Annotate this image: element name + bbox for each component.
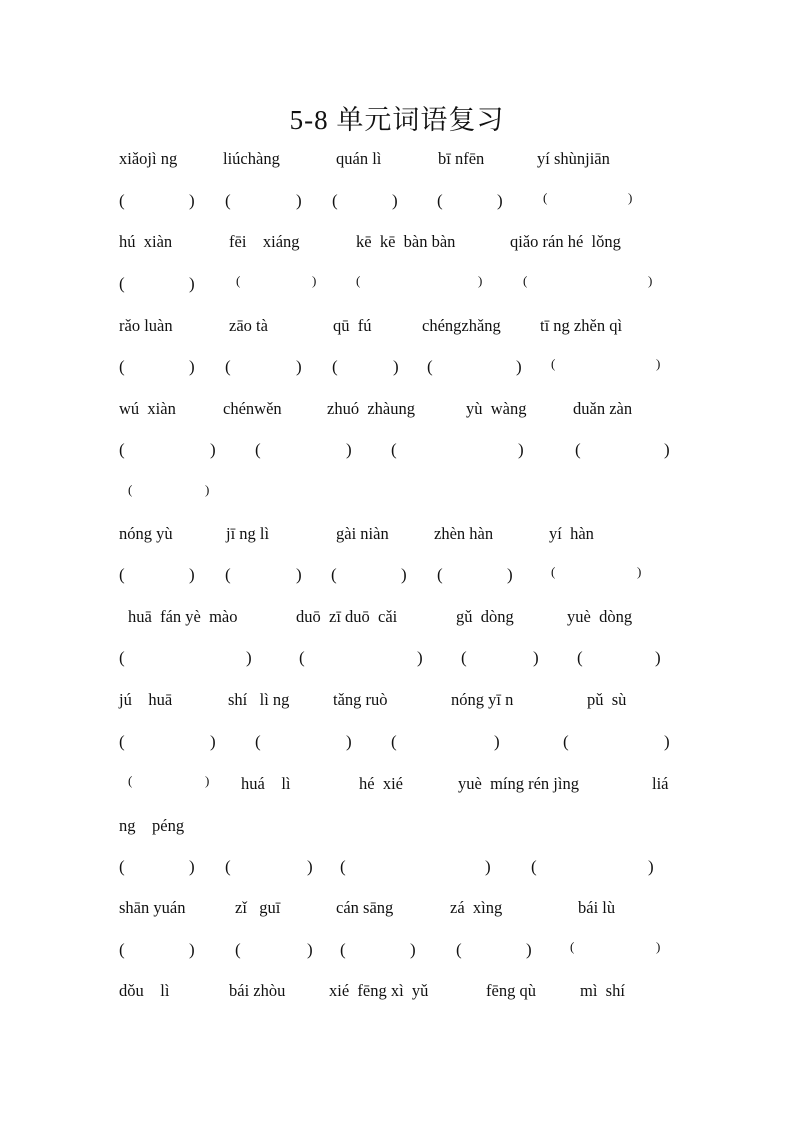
close-bracket: ) [628, 190, 633, 205]
close-bracket: ) [189, 565, 195, 584]
close-bracket: ) [210, 732, 216, 751]
pinyin-word: tǎng ruò [333, 690, 388, 709]
pinyin-word: qū fú [333, 316, 372, 335]
open-bracket: ( [570, 939, 575, 954]
pinyin-word: xié fēng xì yǔ [329, 981, 429, 1000]
close-bracket: ) [648, 857, 654, 876]
pinyin-word: rǎo luàn [119, 316, 173, 335]
close-bracket: ) [393, 357, 399, 376]
open-bracket: ( [225, 191, 231, 210]
close-bracket: ) [417, 648, 423, 667]
open-bracket: ( [119, 732, 125, 751]
pinyin-word: duō zī duō cǎi [296, 607, 398, 626]
pinyin-word: mì shí [580, 981, 625, 1000]
open-bracket: ( [437, 191, 443, 210]
pinyin-word: zhuó zhàung [327, 399, 415, 418]
pinyin-word: huā fán yè mào [128, 607, 238, 626]
pinyin-word: yuè míng rén jìng [458, 774, 579, 793]
open-bracket: ( [391, 732, 397, 751]
close-bracket: ) [507, 565, 513, 584]
open-bracket: ( [456, 940, 462, 959]
pinyin-word: gǔ dòng [456, 607, 514, 626]
pinyin-word: shí lì ng [228, 690, 290, 709]
close-bracket: ) [189, 274, 195, 293]
pinyin-word: jī ng lì [226, 524, 270, 543]
open-bracket: ( [119, 440, 125, 459]
pinyin-word: kē kē bàn bàn [356, 232, 456, 251]
close-bracket: ) [533, 648, 539, 667]
close-bracket: ) [664, 732, 670, 751]
open-bracket: ( [551, 356, 556, 371]
open-bracket: ( [356, 273, 361, 288]
close-bracket: ) [189, 357, 195, 376]
close-bracket: ) [648, 273, 653, 288]
pinyin-word: nóng yī n [451, 690, 514, 709]
open-bracket: ( [225, 357, 231, 376]
pinyin-word: zá xìng [450, 898, 503, 917]
pinyin-word: gài niàn [336, 524, 389, 543]
close-bracket: ) [312, 273, 317, 288]
open-bracket: ( [255, 440, 261, 459]
close-bracket: ) [205, 482, 210, 497]
close-bracket: ) [296, 191, 302, 210]
pinyin-word: jú huā [119, 690, 173, 709]
close-bracket: ) [296, 565, 302, 584]
close-bracket: ) [205, 773, 210, 788]
pinyin-word: wú xiàn [119, 399, 176, 418]
open-bracket: ( [523, 273, 528, 288]
open-bracket: ( [128, 482, 133, 497]
pinyin-word: yí shùnjiān [537, 149, 610, 168]
pinyin-word: chéngzhǎng [422, 316, 501, 335]
pinyin-word: fēng qù [486, 981, 536, 1000]
close-bracket: ) [210, 440, 216, 459]
close-bracket: ) [392, 191, 398, 210]
pinyin-word: zǐ guī [235, 898, 281, 917]
pinyin-word: xiǎojì ng [119, 149, 178, 168]
open-bracket: ( [331, 565, 337, 584]
close-bracket: ) [410, 940, 416, 959]
open-bracket: ( [119, 357, 125, 376]
pinyin-word: nóng yù [119, 524, 173, 543]
close-bracket: ) [246, 648, 252, 667]
open-bracket: ( [225, 565, 231, 584]
open-bracket: ( [128, 773, 133, 788]
pinyin-word: zhèn hàn [434, 524, 494, 543]
pinyin-word: hú xiàn [119, 232, 173, 251]
open-bracket: ( [299, 648, 305, 667]
open-bracket: ( [332, 191, 338, 210]
open-bracket: ( [551, 564, 556, 579]
pinyin-word: qiǎo rán hé lǒng [510, 232, 621, 251]
close-bracket: ) [494, 732, 500, 751]
close-bracket: ) [189, 191, 195, 210]
close-bracket: ) [518, 440, 524, 459]
pinyin-word: bī nfēn [438, 149, 485, 168]
open-bracket: ( [391, 440, 397, 459]
open-bracket: ( [119, 648, 125, 667]
pinyin-word: cán sāng [336, 898, 394, 917]
pinyin-word: bái zhòu [229, 981, 286, 1000]
open-bracket: ( [119, 191, 125, 210]
open-bracket: ( [340, 940, 346, 959]
pinyin-word: chénwěn [223, 399, 282, 418]
pinyin-word: yuè dòng [567, 607, 633, 626]
pinyin-word: quán lì [336, 149, 382, 168]
pinyin-word: dǒu lì [119, 981, 170, 1000]
pinyin-word: duǎn zàn [573, 399, 633, 418]
pinyin-word: shān yuán [119, 898, 186, 917]
close-bracket: ) [516, 357, 522, 376]
open-bracket: ( [119, 565, 125, 584]
close-bracket: ) [526, 940, 532, 959]
open-bracket: ( [543, 190, 548, 205]
close-bracket: ) [189, 940, 195, 959]
open-bracket: ( [119, 940, 125, 959]
close-bracket: ) [296, 357, 302, 376]
pinyin-word: ng péng [119, 816, 185, 835]
pinyin-word: bái lù [578, 898, 616, 917]
pinyin-word: yí hàn [549, 524, 594, 543]
close-bracket: ) [307, 857, 313, 876]
close-bracket: ) [401, 565, 407, 584]
pinyin-word: tī ng zhěn qì [540, 316, 623, 335]
pinyin-word: pǔ sù [587, 690, 627, 709]
open-bracket: ( [340, 857, 346, 876]
close-bracket: ) [656, 939, 661, 954]
open-bracket: ( [119, 857, 125, 876]
pinyin-word: liúchàng [223, 149, 280, 168]
open-bracket: ( [437, 565, 443, 584]
close-bracket: ) [497, 191, 503, 210]
open-bracket: ( [119, 274, 125, 293]
close-bracket: ) [664, 440, 670, 459]
pinyin-word: huá lì [241, 774, 291, 793]
open-bracket: ( [236, 273, 241, 288]
close-bracket: ) [485, 857, 491, 876]
close-bracket: ) [656, 356, 661, 371]
close-bracket: ) [346, 732, 352, 751]
close-bracket: ) [307, 940, 313, 959]
close-bracket: ) [478, 273, 483, 288]
close-bracket: ) [346, 440, 352, 459]
open-bracket: ( [332, 357, 338, 376]
pinyin-word: yù wàng [466, 399, 527, 418]
open-bracket: ( [575, 440, 581, 459]
open-bracket: ( [461, 648, 467, 667]
open-bracket: ( [563, 732, 569, 751]
pinyin-word: liá [652, 774, 669, 793]
open-bracket: ( [531, 857, 537, 876]
pinyin-word: zāo tà [229, 316, 268, 335]
close-bracket: ) [655, 648, 661, 667]
pinyin-word: fēi xiáng [229, 232, 300, 251]
open-bracket: ( [255, 732, 261, 751]
close-bracket: ) [189, 857, 195, 876]
page-title: 5-8 单元词语复习 [289, 105, 505, 135]
open-bracket: ( [427, 357, 433, 376]
close-bracket: ) [637, 564, 642, 579]
pinyin-word: hé xié [359, 774, 403, 793]
open-bracket: ( [225, 857, 231, 876]
open-bracket: ( [235, 940, 241, 959]
open-bracket: ( [577, 648, 583, 667]
